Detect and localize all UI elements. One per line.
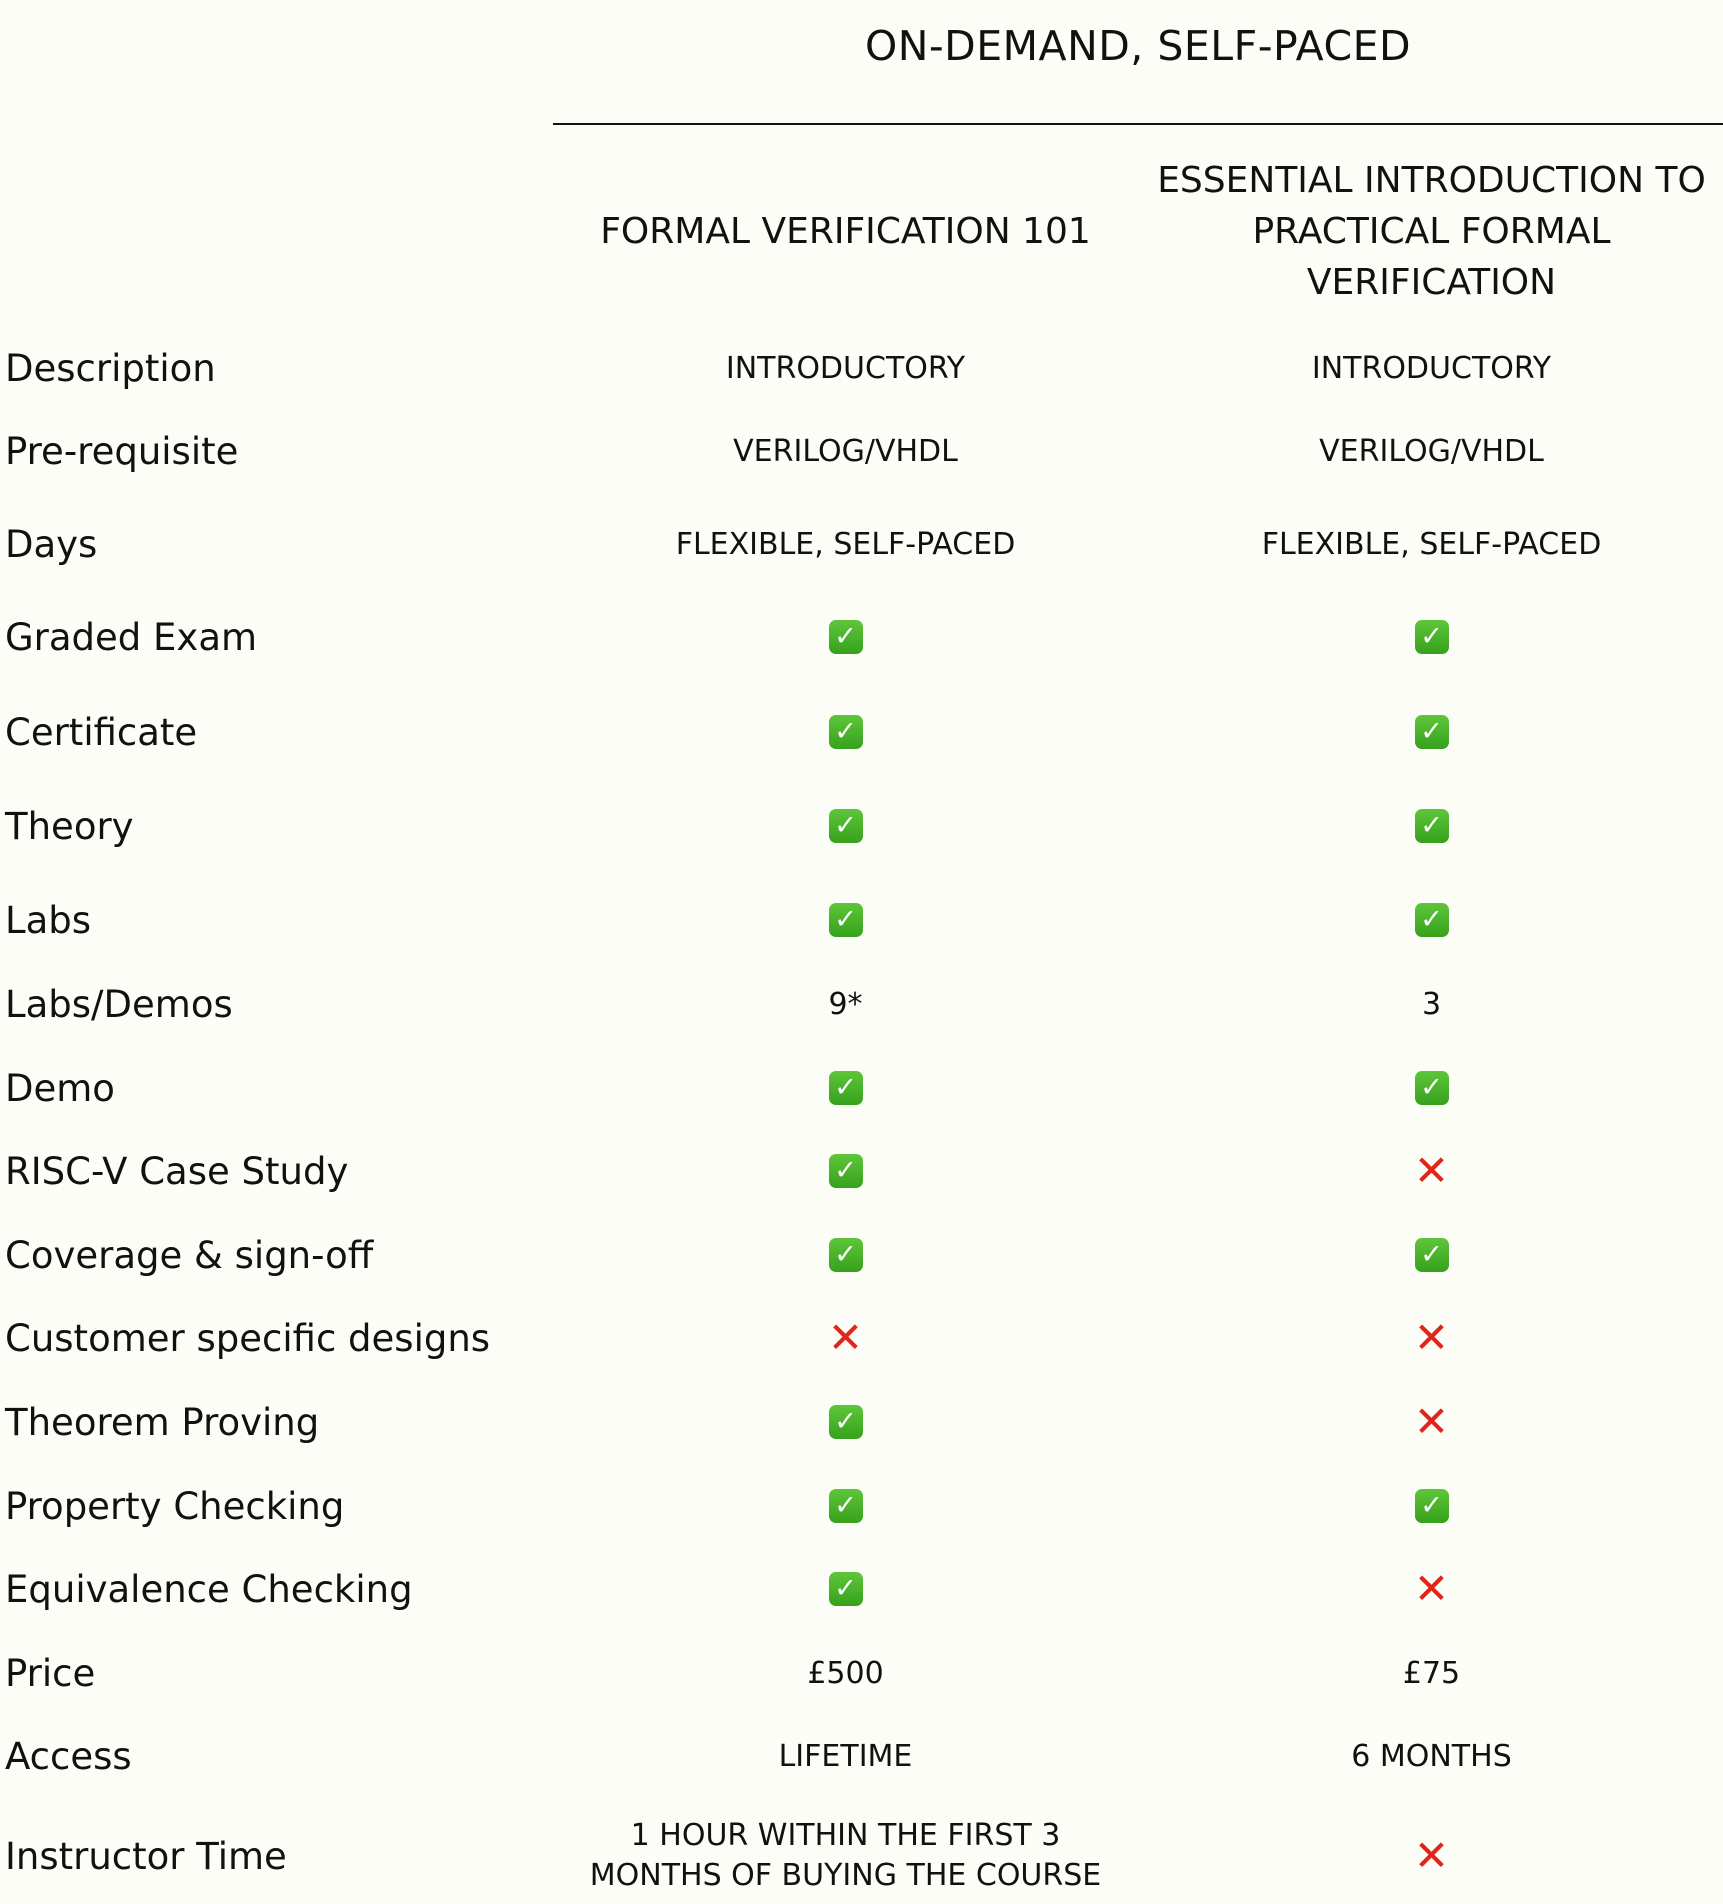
cell-course-1	[553, 1392, 1138, 1452]
cell-course-2	[1140, 702, 1723, 762]
cell-course-2: £75	[1402, 1655, 1461, 1691]
cell-course-1	[553, 607, 1138, 667]
cell-course-2: FLEXIBLE, SELF-PACED	[1261, 526, 1602, 562]
row-label: Graded Exam	[5, 615, 258, 659]
check-mark-button-icon: ✓	[829, 1071, 863, 1105]
cell-course-1: FLEXIBLE, SELF-PACED	[675, 526, 1016, 562]
cell-course-2	[1140, 1141, 1723, 1201]
cell-course-2	[1140, 1308, 1723, 1368]
row-label: Days	[5, 522, 98, 566]
cell-course-1	[553, 702, 1138, 762]
cell-course-2: VERILOG/VHDL	[1319, 433, 1544, 469]
table-row	[0, 796, 1723, 856]
cell-course-2	[1140, 1559, 1723, 1619]
check-mark-button-icon: ✓	[829, 809, 863, 843]
table-row	[0, 1476, 1723, 1536]
table-row	[0, 1726, 1723, 1786]
cell-course-1	[553, 1141, 1138, 1201]
check-mark-button-icon: ✓	[829, 903, 863, 937]
check-mark-button-icon: ✓	[829, 1154, 863, 1188]
row-label: RISC-V Case Study	[5, 1149, 349, 1193]
cell-course-1	[553, 1476, 1138, 1536]
check-mark-button-icon: ✓	[1415, 1071, 1449, 1105]
table-row	[0, 338, 1723, 398]
cell-course-2: INTRODUCTORY	[1311, 350, 1552, 386]
cell-course-2	[1140, 1476, 1723, 1536]
check-mark-button-icon: ✓	[1415, 1238, 1449, 1272]
check-mark-button-icon: ✓	[1415, 620, 1449, 654]
row-label: Certificate	[5, 710, 198, 754]
table-row	[0, 607, 1723, 667]
row-label: Instructor Time	[5, 1834, 287, 1878]
cell-course-1: 1 HOUR WITHIN THE FIRST 3 MONTHS OF BUYING THE COURSE	[589, 1818, 1102, 1893]
cell-course-1: 9*	[828, 986, 863, 1022]
table-row	[0, 1308, 1723, 1368]
cross-mark-icon: ✕	[827, 1313, 864, 1362]
table-row	[0, 1643, 1723, 1703]
check-mark-button-icon: ✓	[1415, 903, 1449, 937]
column-header-course-1: FORMAL VERIFICATION 101	[600, 211, 1091, 252]
row-label: Labs/Demos	[5, 982, 233, 1026]
cell-course-1: VERILOG/VHDL	[733, 433, 958, 469]
check-mark-button-icon: ✓	[829, 1238, 863, 1272]
cell-course-2	[1140, 890, 1723, 950]
table-row	[0, 1559, 1723, 1619]
table-row	[0, 702, 1723, 762]
check-mark-button-icon: ✓	[1415, 715, 1449, 749]
check-mark-button-icon: ✓	[829, 620, 863, 654]
cell-course-1	[553, 1225, 1138, 1285]
table-row	[0, 1392, 1723, 1452]
row-label: Equivalence Checking	[5, 1567, 413, 1611]
table-row	[0, 1811, 1723, 1901]
cell-course-1: LIFETIME	[778, 1738, 913, 1774]
row-label: Price	[5, 1651, 96, 1695]
check-mark-button-icon: ✓	[829, 715, 863, 749]
cell-course-2: 6 MONTHS	[1351, 1738, 1512, 1774]
cross-mark-icon: ✕	[1413, 1146, 1450, 1195]
cross-mark-icon: ✕	[1413, 1313, 1450, 1362]
cell-course-2	[1140, 1225, 1723, 1285]
check-mark-button-icon: ✓	[1415, 809, 1449, 843]
cell-course-1: £500	[807, 1655, 884, 1691]
cell-course-1	[553, 890, 1138, 950]
cell-course-2: 3	[1421, 986, 1442, 1022]
cell-course-1	[553, 1559, 1138, 1619]
check-mark-button-icon: ✓	[1415, 1489, 1449, 1523]
cell-course-2	[1140, 796, 1723, 856]
row-label: Labs	[5, 898, 92, 942]
row-label: Theorem Proving	[5, 1400, 320, 1444]
table-row	[0, 890, 1723, 950]
column-header-course-2: ESSENTIAL INTRODUCTION TO PRACTICAL FORMAL VERIFICATION	[1157, 160, 1706, 303]
table-row	[0, 514, 1723, 574]
cell-course-1	[553, 796, 1138, 856]
cell-course-2	[1140, 1392, 1723, 1452]
table-row	[0, 1141, 1723, 1201]
table-row	[0, 1225, 1723, 1285]
table-row	[0, 421, 1723, 481]
cell-course-1	[553, 1058, 1138, 1118]
row-label: Coverage & sign-off	[5, 1233, 374, 1277]
check-mark-button-icon: ✓	[829, 1489, 863, 1523]
row-label: Theory	[5, 804, 134, 848]
cross-mark-icon: ✕	[1413, 1831, 1450, 1880]
cell-course-2	[1140, 1811, 1723, 1901]
row-label: Customer specific designs	[5, 1316, 491, 1360]
check-mark-button-icon: ✓	[829, 1572, 863, 1606]
table-row	[0, 1058, 1723, 1118]
cross-mark-icon: ✕	[1413, 1397, 1450, 1446]
header-divider	[553, 123, 1723, 125]
table-row	[0, 974, 1723, 1034]
row-label: Property Checking	[5, 1484, 345, 1528]
row-label: Description	[5, 346, 216, 390]
row-label: Access	[5, 1734, 132, 1778]
cell-course-1	[553, 1308, 1138, 1368]
check-mark-button-icon: ✓	[829, 1405, 863, 1439]
row-label: Pre-requisite	[5, 429, 239, 473]
group-title: ON-DEMAND, SELF-PACED	[864, 22, 1412, 70]
cell-course-2	[1140, 1058, 1723, 1118]
row-label: Demo	[5, 1066, 115, 1110]
cell-course-2	[1140, 607, 1723, 667]
cross-mark-icon: ✕	[1413, 1564, 1450, 1613]
cell-course-1: INTRODUCTORY	[725, 350, 966, 386]
